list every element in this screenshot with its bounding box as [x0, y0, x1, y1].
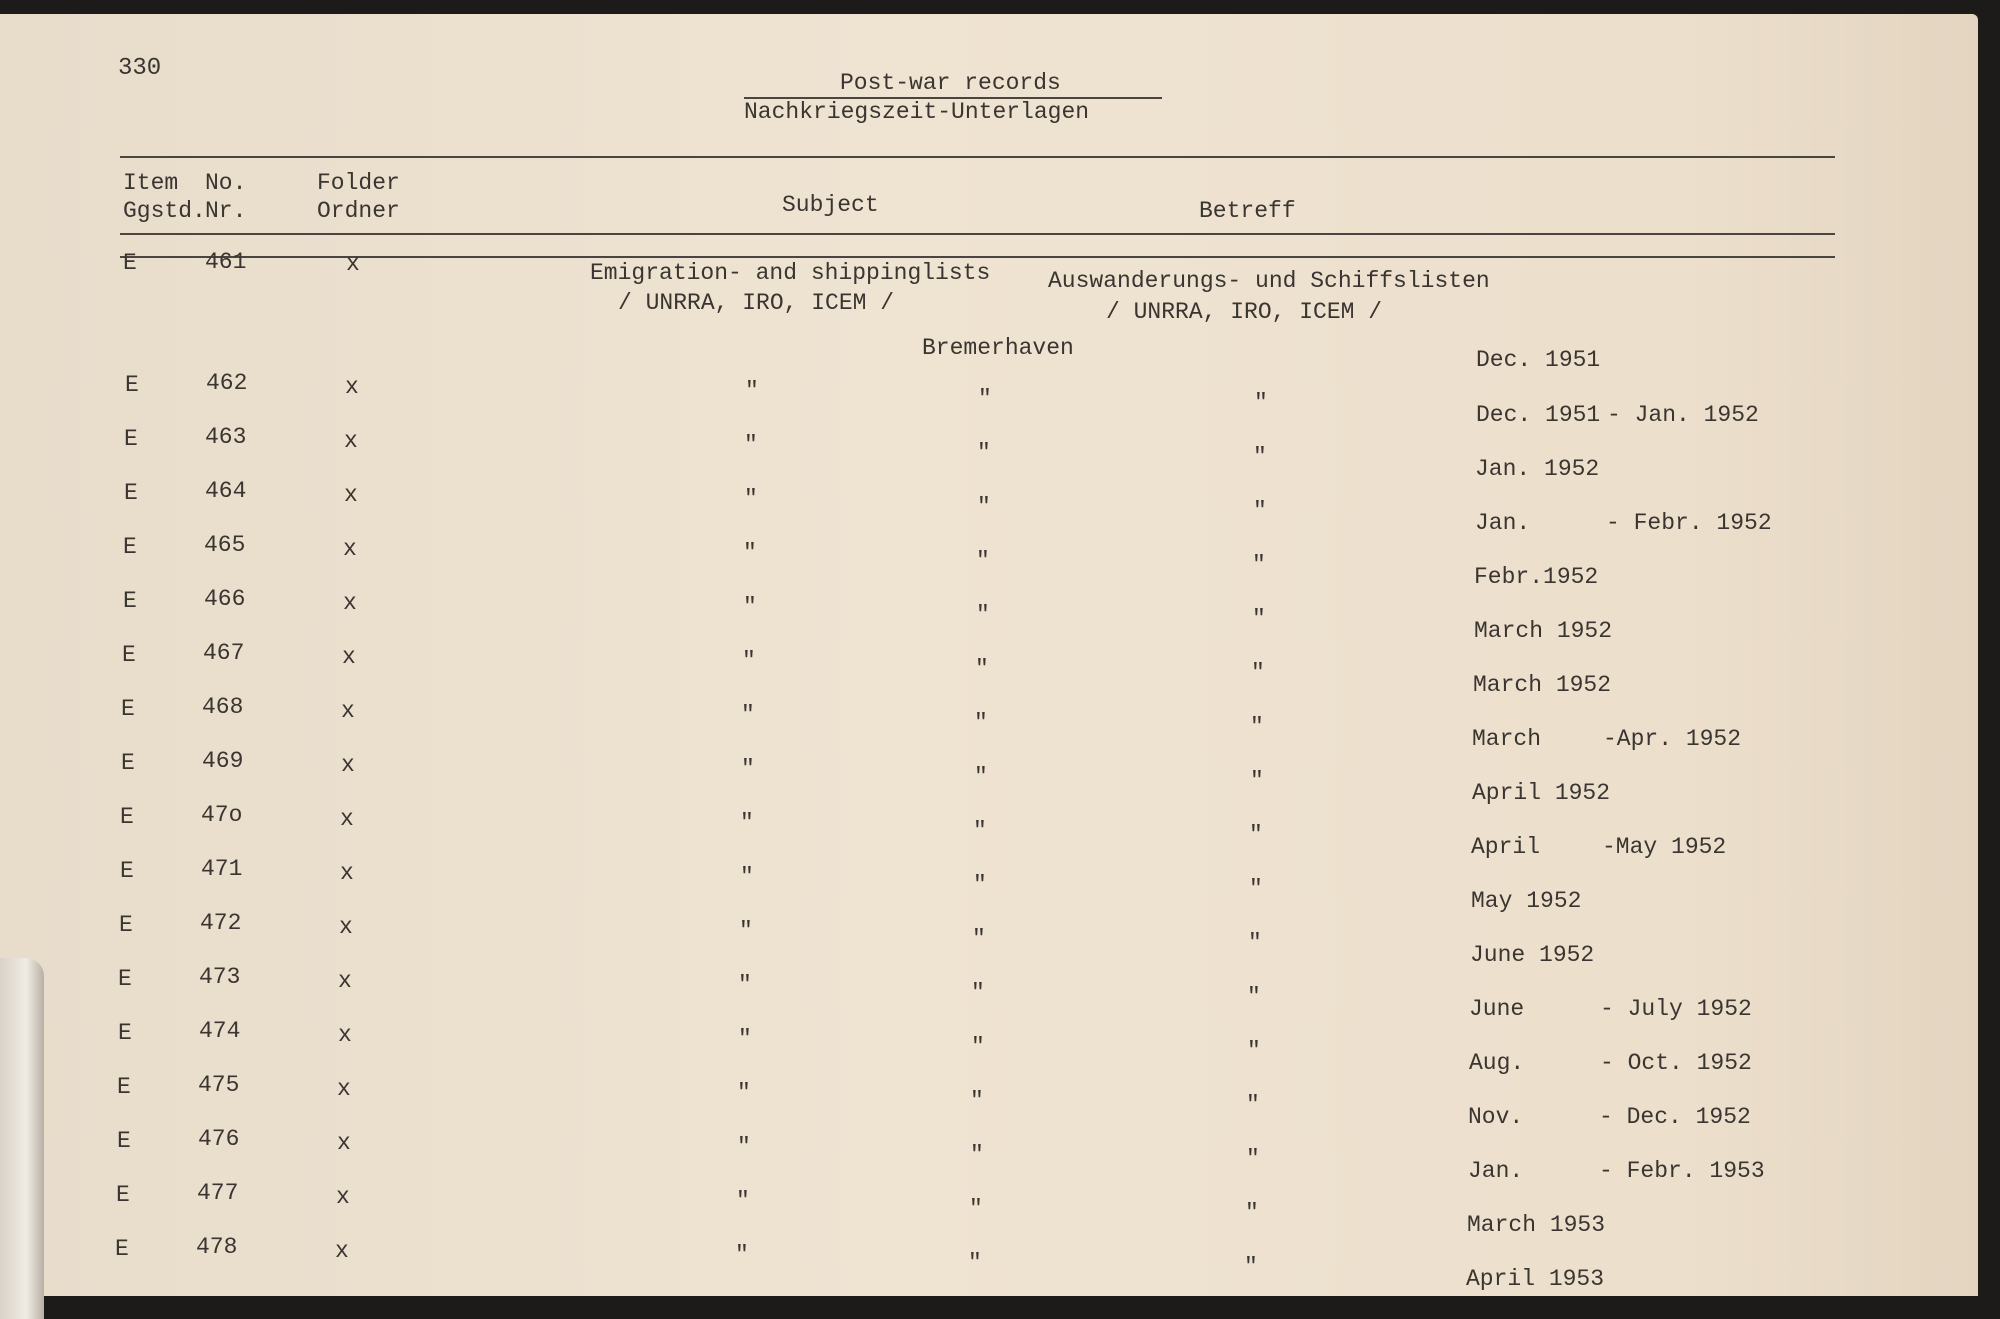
- title-german: Nachkriegszeit-Unterlagen: [744, 99, 1090, 125]
- item-code: E: [120, 858, 134, 884]
- ditto-betreff: ": [1247, 984, 1261, 1010]
- item-code: E: [117, 1074, 131, 1100]
- header-no-de: Nr.: [205, 198, 247, 224]
- date-to: - Febr. 1952: [1606, 510, 1772, 536]
- betreff-line-1: Auswanderungs- und Schiffslisten: [1048, 268, 1490, 294]
- ditto-subject: ": [745, 378, 759, 404]
- ditto-place: ": [973, 872, 987, 898]
- item-number: 478: [196, 1234, 238, 1260]
- subject-line-1: Emigration- and shippinglists: [590, 260, 991, 286]
- item-number: 475: [198, 1072, 240, 1098]
- ditto-place: ": [970, 1088, 984, 1114]
- ditto-subject: ": [737, 1080, 751, 1106]
- item-code: E: [115, 1236, 129, 1262]
- header-betreff: Betreff: [1199, 198, 1296, 224]
- ditto-subject: ": [740, 864, 754, 890]
- folder-mark: x: [346, 251, 360, 277]
- item-code: E: [123, 534, 137, 560]
- page-tab-edge: [0, 958, 44, 1319]
- item-code: E: [119, 912, 133, 938]
- date-from: Jan.: [1475, 510, 1531, 536]
- ditto-subject: ": [743, 594, 757, 620]
- folder-mark: x: [343, 536, 357, 562]
- date-from: March 1952: [1474, 618, 1613, 644]
- item-number: 472: [200, 910, 242, 936]
- date-from: Nov.: [1468, 1104, 1524, 1130]
- header-item: Item: [123, 170, 179, 196]
- item-code: E: [123, 250, 137, 276]
- ditto-subject: ": [738, 972, 752, 998]
- folder-mark: x: [341, 752, 355, 778]
- folder-mark: x: [337, 1130, 351, 1156]
- item-number: 461: [205, 249, 247, 275]
- ditto-subject: ": [742, 648, 756, 674]
- header-no: No.: [205, 170, 247, 196]
- header-rule-middle: [120, 233, 1835, 235]
- ditto-place: ": [974, 764, 988, 790]
- header-item-de: Ggstd.: [123, 198, 206, 224]
- ditto-place: ": [975, 656, 989, 682]
- date-from: June: [1469, 996, 1525, 1022]
- ditto-place: ": [976, 602, 990, 628]
- item-number: 465: [204, 532, 246, 558]
- item-code: E: [124, 480, 138, 506]
- ditto-betreff: ": [1251, 660, 1265, 686]
- item-number: 462: [206, 370, 248, 396]
- item-number: 469: [202, 748, 244, 774]
- ditto-place: ": [968, 1250, 982, 1276]
- date-from: Jan. 1952: [1475, 456, 1600, 482]
- date-to: - Dec. 1952: [1599, 1104, 1751, 1130]
- ditto-place: ": [970, 1142, 984, 1168]
- ditto-place: ": [977, 440, 991, 466]
- date-from: March 1953: [1467, 1212, 1606, 1238]
- ditto-betreff: ": [1246, 1092, 1260, 1118]
- ditto-betreff: ": [1252, 606, 1266, 632]
- folder-mark: x: [344, 482, 358, 508]
- item-number: 477: [197, 1180, 239, 1206]
- ditto-subject: ": [744, 432, 758, 458]
- ditto-subject: ": [741, 702, 755, 728]
- folder-mark: x: [341, 698, 355, 724]
- betreff-line-2: / UNRRA, IRO, ICEM /: [1106, 299, 1383, 325]
- folder-mark: x: [345, 374, 359, 400]
- header-folder-de: Ordner: [317, 198, 400, 224]
- item-code: E: [116, 1182, 130, 1208]
- header-rule-bottom: [120, 256, 1835, 258]
- item-code: E: [124, 426, 138, 452]
- ditto-betreff: ": [1249, 822, 1263, 848]
- item-code: E: [120, 804, 134, 830]
- date-to: - July 1952: [1600, 996, 1752, 1022]
- item-number: 468: [202, 694, 244, 720]
- item-number: 476: [198, 1126, 240, 1152]
- item-code: E: [125, 372, 139, 398]
- date-to: - Oct. 1952: [1600, 1050, 1752, 1076]
- page-number: 330: [118, 55, 162, 82]
- date-from: June 1952: [1470, 942, 1595, 968]
- date-from: Aug.: [1469, 1050, 1525, 1076]
- title-english: Post-war records: [840, 70, 1061, 96]
- ditto-betreff: ": [1250, 714, 1264, 740]
- ditto-place: ": [976, 548, 990, 574]
- item-code: E: [118, 966, 132, 992]
- ditto-betreff: ": [1253, 444, 1267, 470]
- header-folder: Folder: [317, 170, 400, 196]
- ditto-betreff: ": [1253, 498, 1267, 524]
- folder-mark: x: [340, 806, 354, 832]
- ditto-subject: ": [739, 918, 753, 944]
- item-number: 463: [205, 424, 247, 450]
- ditto-betreff: ": [1252, 552, 1266, 578]
- ditto-place: ": [978, 386, 992, 412]
- item-number: 471: [201, 856, 243, 882]
- date-from: Dec. 1951: [1476, 402, 1601, 428]
- item-code: E: [118, 1020, 132, 1046]
- ditto-betreff: ": [1249, 876, 1263, 902]
- ditto-place: ": [971, 1034, 985, 1060]
- folder-mark: x: [343, 590, 357, 616]
- item-number: 464: [205, 478, 247, 504]
- item-code: E: [123, 588, 137, 614]
- ditto-subject: ": [741, 756, 755, 782]
- ditto-betreff: ": [1244, 1254, 1258, 1280]
- ditto-place: ": [973, 818, 987, 844]
- ditto-place: ": [969, 1196, 983, 1222]
- ditto-place: ": [977, 494, 991, 520]
- subject-line-2: / UNRRA, IRO, ICEM /: [618, 290, 895, 316]
- date-from: March: [1472, 726, 1542, 752]
- ditto-place: ": [971, 980, 985, 1006]
- ditto-betreff: ": [1254, 390, 1268, 416]
- ditto-subject: ": [743, 540, 757, 566]
- folder-mark: x: [342, 644, 356, 670]
- folder-mark: x: [338, 1022, 352, 1048]
- folder-mark: x: [339, 914, 353, 940]
- date-to: - Jan. 1952: [1607, 402, 1759, 428]
- item-number: 473: [199, 964, 241, 990]
- date-from: Dec. 1951: [1476, 347, 1601, 373]
- item-number: 47o: [201, 802, 243, 828]
- date-to: -Apr. 1952: [1603, 726, 1742, 752]
- ditto-place: ": [972, 926, 986, 952]
- ditto-betreff: ": [1245, 1200, 1259, 1226]
- ditto-betreff: ": [1248, 930, 1262, 956]
- header-rule-top: [120, 156, 1835, 158]
- ditto-subject: ": [738, 1026, 752, 1052]
- date-from: April 1952: [1472, 780, 1611, 806]
- place-name: Bremerhaven: [922, 335, 1074, 361]
- date-from: Febr.1952: [1474, 564, 1599, 590]
- item-code: E: [122, 642, 136, 668]
- ditto-betreff: ": [1247, 1038, 1261, 1064]
- folder-mark: x: [337, 1076, 351, 1102]
- ditto-subject: ": [735, 1242, 749, 1268]
- item-code: E: [121, 750, 135, 776]
- item-code: E: [121, 696, 135, 722]
- folder-mark: x: [335, 1238, 349, 1264]
- date-from: May 1952: [1471, 888, 1582, 914]
- ditto-subject: ": [737, 1134, 751, 1160]
- date-from: April: [1471, 834, 1541, 860]
- folder-mark: x: [338, 968, 352, 994]
- ditto-betreff: ": [1246, 1146, 1260, 1172]
- folder-mark: x: [340, 860, 354, 886]
- item-code: E: [117, 1128, 131, 1154]
- folder-mark: x: [344, 428, 358, 454]
- date-to: -May 1952: [1602, 834, 1727, 860]
- item-number: 466: [204, 586, 246, 612]
- date-from: Jan.: [1468, 1158, 1524, 1184]
- ditto-betreff: ": [1250, 768, 1264, 794]
- ditto-subject: ": [744, 486, 758, 512]
- header-subject: Subject: [782, 192, 879, 218]
- ditto-place: ": [974, 710, 988, 736]
- ditto-subject: ": [740, 810, 754, 836]
- item-number: 474: [199, 1018, 241, 1044]
- ditto-subject: ": [736, 1188, 750, 1214]
- date-from: April 1953: [1466, 1266, 1605, 1292]
- folder-mark: x: [336, 1184, 350, 1210]
- date-to: - Febr. 1953: [1599, 1158, 1765, 1184]
- item-number: 467: [203, 640, 245, 666]
- date-from: March 1952: [1473, 672, 1612, 698]
